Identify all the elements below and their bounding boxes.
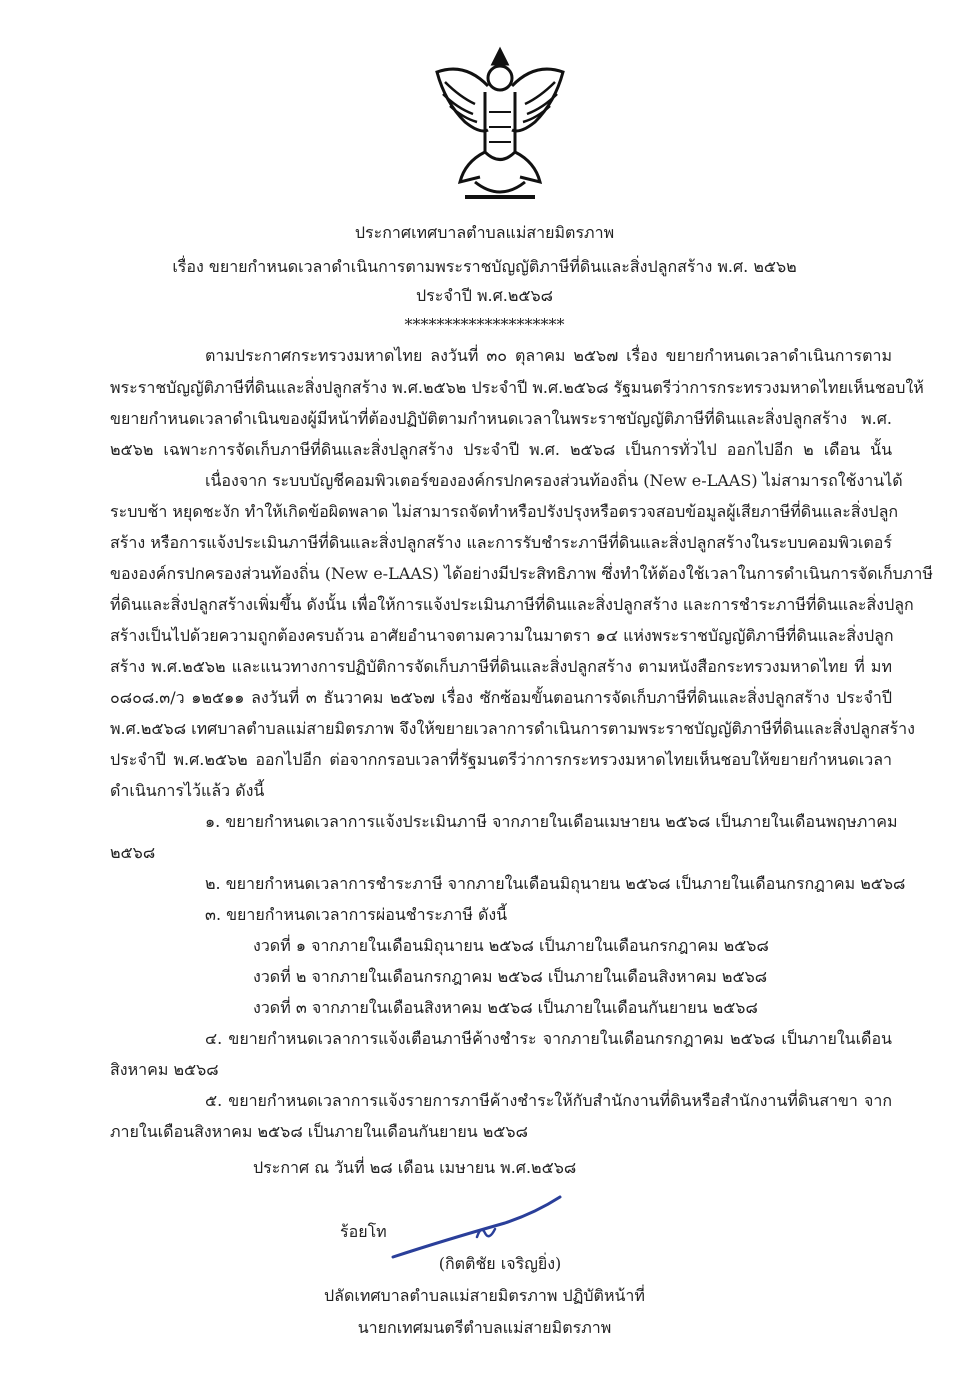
- installment-line: งวดที่ ๑ จากภายในเดือนมิถุนายน ๒๕๖๘ เป็นภายในเดือนกรกฎาคม ๒๕๖๘: [253, 936, 769, 955]
- signer-position-acting: นายกเทศมนตรีตำบลแม่สายมิตรภาพ: [357, 1318, 612, 1337]
- paragraph-line: พระราชบัญญัติภาษีที่ดินและสิ่งปลูกสร้าง พ.ศ.๒๕๖๒ ประจำปี พ.ศ.๒๕๖๘ รัฐมนตรีว่าการกระทรวงมหาดไทยเห็นชอบให้: [110, 378, 924, 397]
- installment-line: งวดที่ ๒ จากภายในเดือนกรกฎาคม ๒๕๖๘ เป็นภายในเดือนสิงหาคม ๒๕๖๘: [253, 967, 768, 986]
- paragraph-line: ระบบช้า หยุดชะงัก ทำให้เกิดข้อผิดพลาด ไม่สามารถจัดทำหรือปรังปรุงหรือตรวจสอบข้อมูลผู้เสียภาษีที่ดินและสิ่งปลูก: [110, 502, 899, 521]
- paragraph-line: พ.ศ.๒๕๖๘ เทศบาลตำบลแม่สายมิตรภาพ จึงให้ขยายเวลาการดำเนินการตามพระราชบัญญัติภาษีที่ดินและสิ่งปลูกสร้าง: [110, 719, 915, 738]
- garuda-emblem-icon: [425, 42, 575, 212]
- paragraph-line: ดำเนินการไว้แล้ว ดังนี้: [110, 781, 265, 800]
- list-item: ๓. ขยายกำหนดเวลาการผ่อนชำระภาษี ดังนี้: [205, 905, 508, 924]
- list-item: ๕. ขยายกำหนดเวลาการแจ้งรายการภาษีค้างชำระให้กับสำนักงานที่ดินหรือสำนักงานที่ดินสาขา จาก: [205, 1091, 892, 1110]
- paragraph-line: ขององค์กรปกครองส่วนท้องถิ่น (New e-LAAS) ได้อย่างมีประสิทธิภาพ ซึ่งทำให้ต้องใช้เวลาในการดำเนินการจัดเก็บภาษี: [110, 564, 933, 583]
- installment-line: งวดที่ ๓ จากภายในเดือนสิงหาคม ๒๕๖๘ เป็นภายในเดือนกันยายน ๒๕๖๘: [253, 998, 758, 1017]
- handwritten-signature-icon: [385, 1185, 575, 1265]
- paragraph-line: สร้าง พ.ศ.๒๕๖๒ และแนวทางการปฏิบัติการจัดเก็บภาษีที่ดินและสิ่งปลูกสร้าง ตามหนังสือกระทรวงมหาดไทย ที่ มท: [110, 657, 892, 676]
- signer-rank: ร้อยโท: [340, 1222, 387, 1241]
- list-item: ๒. ขยายกำหนดเวลาการชำระภาษี จากภายในเดือนมิถุนายน ๒๕๖๘ เป็นภายในเดือนกรกฎาคม ๒๕๖๘: [205, 874, 906, 893]
- doc-org-title: ประกาศเทศบาลตำบลแม่สายมิตรภาพ: [354, 223, 615, 242]
- list-item: ๑. ขยายกำหนดเวลาการแจ้งประเมินภาษี จากภายในเดือนเมษายน ๒๕๖๘ เป็นภายในเดือนพฤษภาคม: [205, 812, 898, 831]
- list-item-cont: ภายในเดือนสิงหาคม ๒๕๖๘ เป็นภายในเดือนกันยายน ๒๕๖๘: [110, 1122, 528, 1141]
- paragraph-line: ๐๘๐๘.๓/ว ๑๒๕๑๑ ลงวันที่ ๓ ธันวาคม ๒๕๖๗ เรื่อง ซักซ้อมขั้นตอนการจัดเก็บภาษีที่ดินและสิ่งปลูกสร้าง ประจำปี: [110, 688, 892, 707]
- paragraph-line: ประจำปี พ.ศ.๒๕๖๒ ออกไปอีก ต่อจากกรอบเวลาที่รัฐมนตรีว่าการกระทรวงมหาดไทยเห็นชอบให้ขยายกำหนดเวลา: [110, 750, 892, 769]
- paragraph-line: ที่ดินและสิ่งปลูกสร้างเพิ่มขึ้น ดังนั้น เพื่อให้การแจ้งประเมินภาษีที่ดินและสิ่งปลูกสร้าง และการชำระภาษีที่ดินและสิ่งปลูก: [110, 595, 914, 614]
- paragraph-line: ตามประกาศกระทรวงมหาดไทย ลงวันที่ ๓๐ ตุลาคม ๒๕๖๗ เรื่อง ขยายกำหนดเวลาดำเนินการตาม: [205, 346, 892, 365]
- paragraph-line: สร้าง หรือการแจ้งประเมินภาษีที่ดินและสิ่งปลูกสร้าง และการรับชำระภาษีที่ดินและสิ่งปลูกสร้างในระบบคอมพิวเตอร์: [110, 533, 892, 552]
- doc-separator: ********************: [404, 315, 565, 334]
- paragraph-line: ๒๕๖๒ เฉพาะการจัดเก็บภาษีที่ดินและสิ่งปลูกสร้าง ประจำปี พ.ศ. ๒๕๖๘ เป็นการทั่วไป ออกไปอีก ๒ เดือน นั้น: [110, 440, 892, 459]
- announcement-date: ประกาศ ณ วันที่ ๒๘ เดือน เมษายน พ.ศ.๒๕๖๘: [253, 1158, 577, 1177]
- signer-position: ปลัดเทศบาลตำบลแม่สายมิตรภาพ ปฏิบัติหน้าที่: [324, 1286, 645, 1305]
- paragraph-line: สร้างเป็นไปด้วยความถูกต้องครบถ้วน อาศัยอำนาจตามความในมาตรา ๑๔ แห่งพระราชบัญญัติภาษีที่ดินและสิ่งปลูก: [110, 626, 894, 645]
- doc-year: ประจำปี พ.ศ.๒๕๖๘: [416, 286, 553, 305]
- doc-subject: เรื่อง ขยายกำหนดเวลาดำเนินการตามพระราชบัญญัติภาษีที่ดินและสิ่งปลูกสร้าง พ.ศ. ๒๕๖๒: [172, 257, 797, 276]
- list-item: ๔. ขยายกำหนดเวลาการแจ้งเตือนภาษีค้างชำระ จากภายในเดือนกรกฎาคม ๒๕๖๘ เป็นภายในเดือน: [205, 1029, 892, 1048]
- list-item-cont: สิงหาคม ๒๕๖๘: [110, 1060, 219, 1079]
- signer-name: (กิตติชัย เจริญยิ่ง): [438, 1254, 562, 1273]
- paragraph-line: ขยายกำหนดเวลาดำเนินของผู้มีหน้าที่ต้องปฏิบัติตามกำหนดเวลาในพระราชบัญญัติภาษีที่ดินและสิ่งปลูกสร้าง พ.ศ.: [110, 409, 892, 428]
- list-item-cont: ๒๕๖๘: [110, 843, 156, 862]
- paragraph-line: เนื่องจาก ระบบบัญชีคอมพิวเตอร์ขององค์กรปกครองส่วนท้องถิ่น (New e-LAAS) ไม่สามารถใช้งานได้: [205, 471, 903, 490]
